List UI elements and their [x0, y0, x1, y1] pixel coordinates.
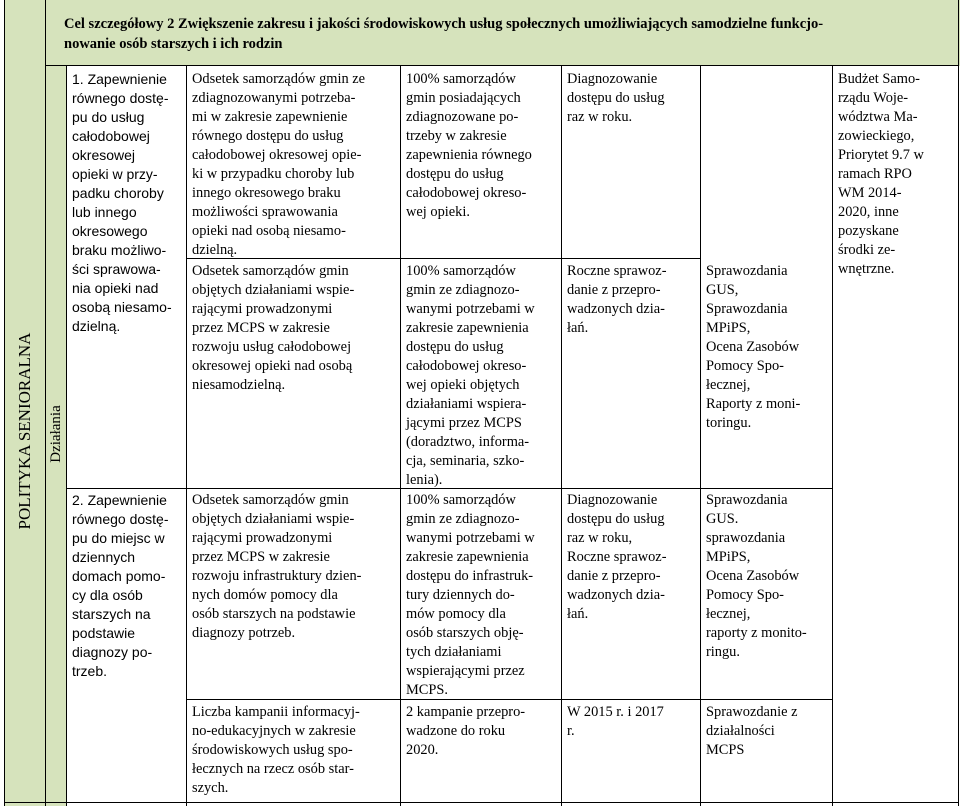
divider-col4 — [700, 66, 701, 806]
indicator-2: Odsetek samorządów gmin objętych działaniami wspie- rającymi prowadzonymi przez MCPS w zakresie rozwoju infrastruktury dzien- nych domów pomocy dla osób starszych na podstawie diagnozy potrzeb. — [192, 492, 362, 641]
indicator-3: Liczba kampanii informacyj- no-edukacyjnych w zakresie środowiskowych usług spo- łecznych na rzecz osób star- szych. — [192, 704, 360, 796]
sub-label: Działania — [48, 405, 64, 463]
divider-col3 — [561, 66, 562, 806]
section-header: Cel szczegółowy 2 Zwiększenie zakresu i jakości środowiskowych usług społecznych umożliwiających samodzielne funkcjo- nowanie osób starszych i ich rodzin — [64, 16, 824, 52]
target-1a: 100% samorządów gmin posiadających zdiagnozowane po- trzeby w zakresie zapewnienia równego dostępu do usług całodobowej okreso- wej opieki. — [406, 71, 532, 220]
source-1b: Roczne sprawoz- danie z przepro- wadzonych dzia- łań. — [567, 263, 667, 336]
target-3: 2 kampanie przepro- wadzone do roku 2020. — [406, 704, 526, 758]
action-2: 2. Zapewnienie równego dostę- pu do miejsc w dziennych domach pomo- cy dla osób starszych na podstawie diagnozy po- trzeb. — [72, 492, 169, 679]
divider-col5 — [832, 66, 833, 806]
divider-header — [45, 65, 959, 66]
indicator-1b: Odsetek samorządów gmin objętych działaniami wspie- rającymi prowadzonymi przez MCPS w zakresie rozwoju usług całodobowej okresowej opieki nad osobą niesamodzielną. — [192, 263, 355, 393]
target-1b: 100% samorządów gmin ze zdiagnozo- wanymi potrzebami w zakresie zapewnienia dostępu do usług całodobowej okreso- wej opieki objętych działaniami wspiera- jącymi przez MCPS (doradztwo, informa- cja, seminaria, szko- lenia). — [406, 263, 535, 488]
divider-sub — [66, 66, 67, 806]
border-bottom — [4, 802, 959, 803]
source-1a: Diagnozowanie dostępu do usług raz w roku. — [567, 71, 665, 125]
divider-col2 — [400, 66, 401, 806]
target-2: 100% samorządów gmin ze zdiagnozo- wanymi potrzebami w zakresie zapewnienia dostępu do infrastruk- tury dziennych do- mów pomocy dla osób starszych obję- tych działaniami wspierającymi przez MCPS. — [406, 492, 535, 698]
action-1: 1. Zapewnienie równego dostę- pu do usług całodobowej okresowej opieki w przy- padku choroby lub innego okresowego braku możliwo- ści sprawowa- nia opieki nad osobą niesamo- dzielną. — [72, 71, 172, 334]
divider-col1 — [186, 66, 187, 806]
border-right — [958, 0, 959, 806]
source-2: Diagnozowanie dostępu do usług raz w roku, Roczne sprawoz- danie z przepro- wadzonych dzia- łań. — [567, 492, 667, 622]
funding-source: Budżet Samo- rządu Woje- wództwa Ma- zowieckiego, Priorytet 9.7 w ramach RPO WM 2014- 2020, inne pozyskane środki ze- wnętrzne. — [838, 71, 924, 277]
source-3: W 2015 r. i 2017 r. — [567, 704, 664, 739]
reporting-2: Sprawozdania GUS. sprawozdania MPiPS, Ocena Zasobów Pomocy Spo- łecznej, raporty z monito- ringu. — [706, 492, 807, 660]
reporting-3: Sprawozdanie z działalności MCPS — [706, 704, 798, 758]
indicator-1a: Odsetek samorządów gmin ze zdiagnozowanymi potrzeba- mi w zakresie zapewnienie równego dostępu do usług całodobowej okresowej opie- ki w przypadku choroby lub innego okresowego braku możliwości sprawowania opieki nad osobą niesamo- dzielną. — [192, 71, 366, 258]
border-left — [4, 0, 5, 806]
side-label: POLITYKA SENIORALNA — [15, 332, 34, 530]
reporting-1b: Sprawozdania GUS, Sprawozdania MPiPS, Ocena Zasobów Pomocy Spo- łecznej, Raporty z moni- toringu. — [706, 263, 801, 431]
